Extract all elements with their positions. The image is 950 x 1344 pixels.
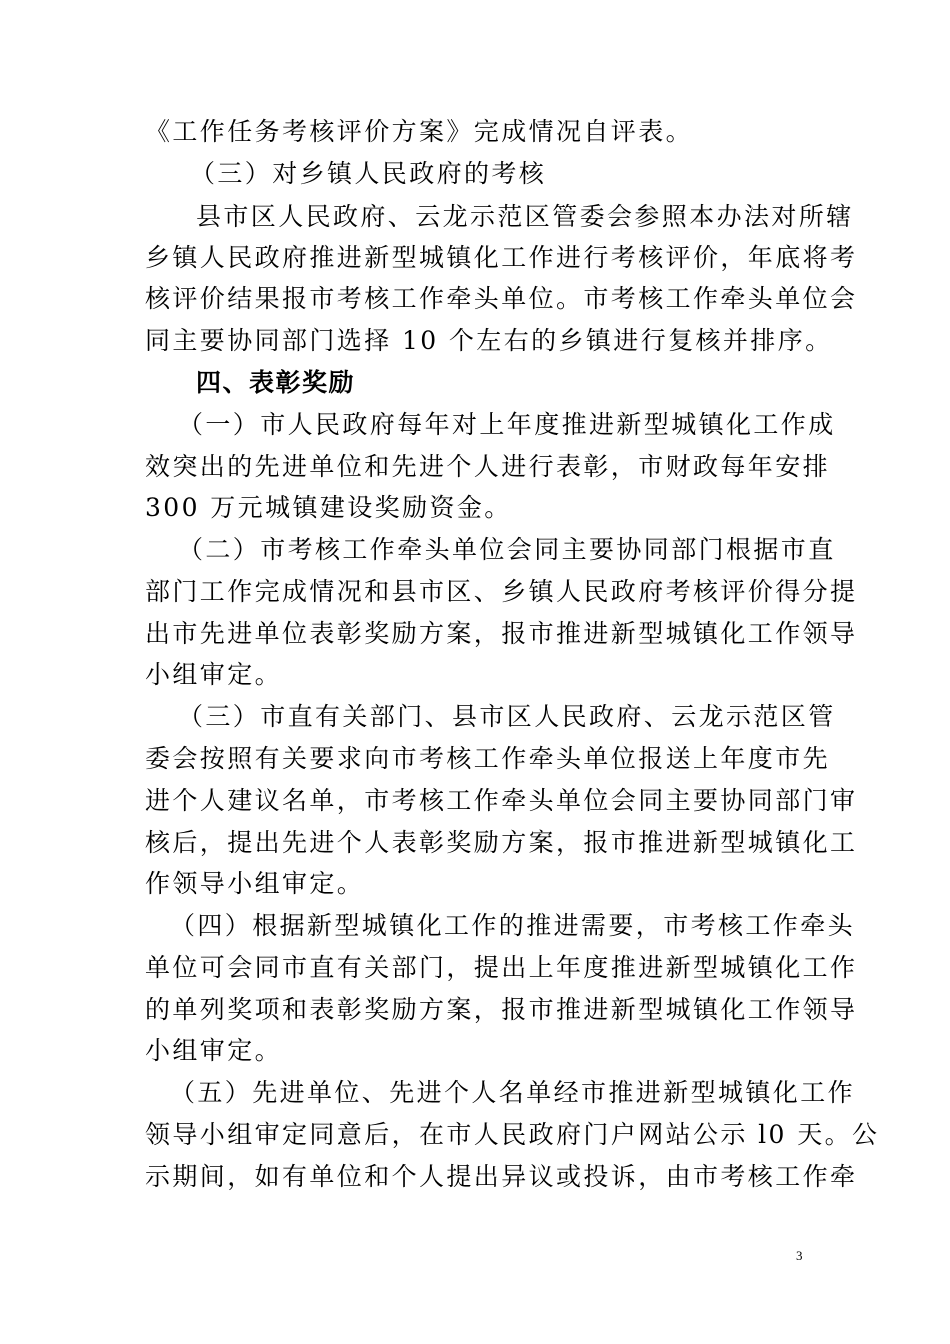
text-line: 单位可会同市直有关部门，提出上年度推进新型城镇化工作 — [145, 953, 858, 982]
text-line: 300 万元城镇建设奖励资金。 — [145, 493, 512, 522]
text-line: （三）市直有关部门、县市区人民政府、云龙示范区管 — [178, 702, 836, 731]
text-line: 的单列奖项和表彰奖励方案，报市推进新型城镇化工作领导 — [145, 995, 858, 1024]
text-line: 部门工作完成情况和县市区、乡镇人民政府考核评价得分提 — [145, 577, 858, 606]
text-line: （二）市考核工作牵头单位会同主要协同部门根据市直 — [178, 535, 836, 564]
text-line: 领导小组审定同意后，在市人民政府门户网站公示 l0 天。公 — [145, 1120, 880, 1149]
text-line: 同主要协同部门选择 10 个左右的乡镇进行复核并排序。 — [145, 326, 833, 355]
text-line: 《工作任务考核评价方案》完成情况自评表。 — [145, 117, 694, 146]
text-line: 进个人建议名单，市考核工作牵头单位会同主要协同部门审 — [145, 786, 858, 815]
text-line: 县市区人民政府、云龙示范区管委会参照本办法对所辖 — [196, 202, 854, 231]
text-line: 作领导小组审定。 — [145, 869, 365, 898]
text-line: 委会按照有关要求向市考核工作牵头单位报送上年度市先 — [145, 744, 831, 773]
text-line: （一）市人民政府每年对上年度推进新型城镇化工作成 — [178, 410, 836, 439]
text-line: 小组审定。 — [145, 1036, 283, 1065]
text-line: 乡镇人民政府推进新型城镇化工作进行考核评价，年底将考 — [145, 243, 858, 272]
text-line: （五）先进单位、先进个人名单经市推进新型城镇化工作 — [170, 1078, 856, 1107]
text-line: 效突出的先进单位和先进个人进行表彰，市财政每年安排 — [145, 452, 831, 481]
text-line: 示期间，如有单位和个人提出异议或投诉，由市考核工作牵 — [145, 1162, 858, 1191]
text-line: （四）根据新型城镇化工作的推进需要，市考核工作牵头 — [170, 911, 856, 940]
text-line: 核后，提出先进个人表彰奖励方案，报市推进新型城镇化工 — [145, 828, 858, 857]
text-line: 核评价结果报市考核工作牵头单位。市考核工作牵头单位会 — [145, 284, 858, 313]
text-line: 小组审定。 — [145, 660, 283, 689]
text-line: 出市先进单位表彰奖励方案，报市推进新型城镇化工作领导 — [145, 619, 858, 648]
section-heading: 四、表彰奖励 — [196, 368, 356, 397]
section-subheading: （三）对乡镇人民政府的考核 — [190, 159, 547, 188]
page-number: 3 — [796, 1248, 803, 1263]
